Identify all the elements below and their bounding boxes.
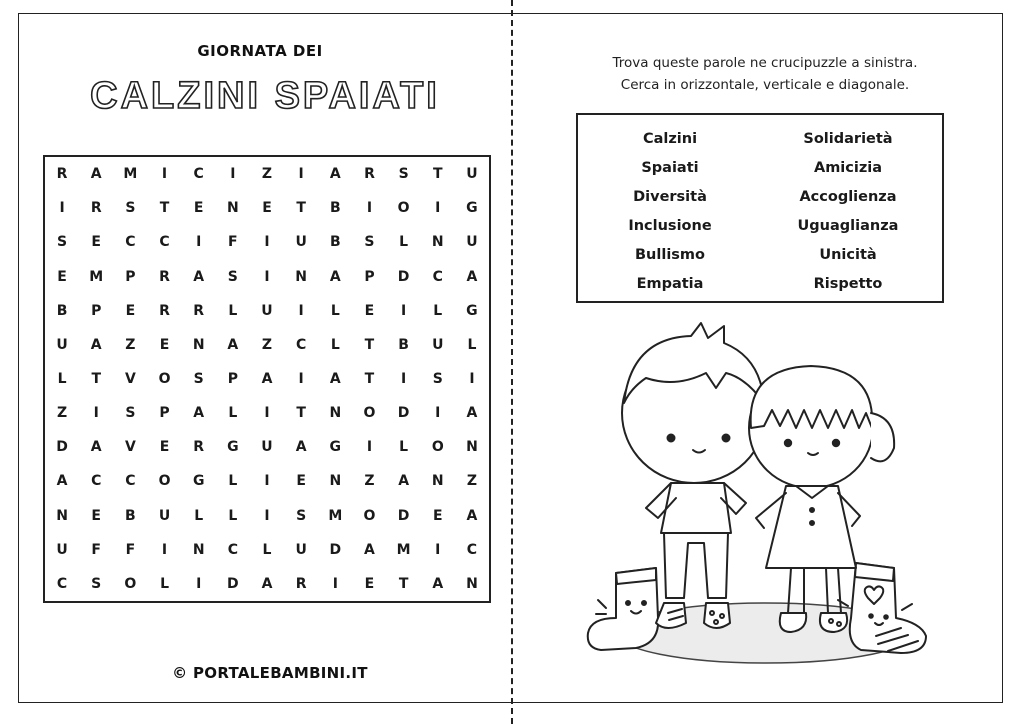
grid-cell: C bbox=[296, 336, 307, 353]
grid-cell: I bbox=[366, 200, 373, 217]
word-list-item: Bullismo bbox=[635, 247, 705, 263]
grid-cell: C bbox=[227, 541, 238, 558]
grid-cell: F bbox=[125, 541, 136, 558]
grid-cell: I bbox=[196, 234, 202, 251]
grid-cell: U bbox=[466, 234, 478, 251]
word-list-left bbox=[590, 125, 750, 299]
grid-cell: S bbox=[91, 575, 102, 592]
grid-cell: N bbox=[431, 234, 444, 251]
grid-cell: I bbox=[469, 370, 475, 387]
grid-cell: C bbox=[193, 166, 204, 183]
word-list-item: Rispetto bbox=[813, 276, 883, 292]
grid-cell: R bbox=[364, 166, 375, 183]
grid-cell: A bbox=[329, 166, 341, 183]
grid-cell: A bbox=[90, 166, 102, 183]
grid-cell: V bbox=[124, 370, 136, 387]
grid-cell: R bbox=[159, 268, 170, 285]
grid-cell: V bbox=[124, 439, 136, 456]
grid-cell: S bbox=[296, 507, 307, 524]
grid-cell: Z bbox=[125, 336, 136, 353]
grid-cell: N bbox=[466, 575, 478, 592]
grid-cell: C bbox=[432, 268, 443, 285]
grid-cell: D bbox=[56, 439, 68, 456]
word-list-box bbox=[576, 113, 944, 303]
grid-cell: I bbox=[93, 405, 99, 422]
word-list-item: Uguaglianza bbox=[797, 218, 899, 234]
grid-cell: R bbox=[295, 575, 307, 592]
grid-cell: N bbox=[431, 473, 444, 490]
grid-cell: I bbox=[366, 439, 373, 456]
grid-cell: L bbox=[330, 336, 340, 353]
grid-cell: L bbox=[160, 575, 169, 592]
grid-cell: S bbox=[432, 370, 443, 387]
grid-cell: Z bbox=[364, 473, 375, 490]
grid-cell: D bbox=[397, 507, 410, 524]
word-search-grid bbox=[43, 155, 491, 603]
grid-cell: I bbox=[264, 473, 270, 490]
grid-cell: N bbox=[466, 439, 478, 456]
grid-cell: S bbox=[364, 234, 375, 251]
grid-cell: O bbox=[363, 507, 376, 524]
grid-cell: F bbox=[91, 541, 101, 558]
grid-cell: L bbox=[228, 473, 238, 490]
grid-cell: Z bbox=[466, 473, 477, 490]
grid-cell: A bbox=[56, 473, 68, 490]
grid-cell: P bbox=[364, 268, 375, 285]
grid-cell: L bbox=[399, 439, 409, 456]
grid-cell: S bbox=[125, 405, 136, 422]
grid-cell: B bbox=[329, 234, 341, 251]
grid-cell: S bbox=[193, 370, 204, 387]
grid-cell: C bbox=[91, 473, 102, 490]
grid-cell: E bbox=[432, 507, 443, 524]
grid-cell: T bbox=[432, 166, 443, 183]
grid-cell: I bbox=[196, 575, 202, 592]
grid-cell: I bbox=[230, 166, 236, 183]
grid-cell: N bbox=[329, 473, 342, 490]
grid-cell: A bbox=[90, 439, 102, 456]
grid-cell: T bbox=[159, 200, 170, 217]
grid-cell: I bbox=[264, 405, 270, 422]
grid-cell: U bbox=[261, 302, 273, 319]
word-list-item: Unicità bbox=[819, 247, 877, 263]
right-sock-icon bbox=[838, 563, 926, 653]
grid-cell: R bbox=[56, 166, 68, 183]
word-list-item: Solidarietà bbox=[803, 131, 893, 147]
grid-cell: E bbox=[193, 200, 204, 217]
grid-cell: C bbox=[56, 575, 68, 592]
instructions bbox=[555, 52, 975, 96]
grid-cell: L bbox=[194, 507, 204, 524]
grid-cell: S bbox=[125, 200, 136, 217]
word-list-item: Calzini bbox=[642, 131, 698, 147]
grid-cell: E bbox=[159, 439, 170, 456]
grid-cell: T bbox=[364, 370, 375, 387]
grid-cell: E bbox=[262, 200, 272, 217]
grid-cell: O bbox=[158, 370, 171, 387]
grid-cell: U bbox=[295, 234, 307, 251]
grid-cell: U bbox=[158, 507, 171, 524]
grid-cell: E bbox=[125, 302, 136, 319]
grid-cell: I bbox=[298, 166, 304, 183]
grid-cell: Z bbox=[261, 336, 273, 353]
grid-cell: A bbox=[227, 336, 239, 353]
grid-cell: E bbox=[91, 234, 101, 251]
grid-cell: I bbox=[161, 166, 168, 183]
grid-cell: N bbox=[192, 336, 205, 353]
grid-cell: P bbox=[125, 268, 136, 285]
grid-cell: E bbox=[57, 268, 67, 285]
grid-cell: R bbox=[90, 200, 102, 217]
word-list-item: Diversità bbox=[633, 189, 707, 205]
grid-cell: N bbox=[226, 200, 239, 217]
grid-cell: U bbox=[432, 336, 444, 353]
fold-line bbox=[511, 0, 513, 724]
grid-cell: T bbox=[398, 575, 409, 592]
grid-cell: M bbox=[89, 268, 104, 285]
instructions-line-1: Trova queste parole ne crucipuzzle a sinistra. bbox=[612, 55, 918, 71]
grid-cell: L bbox=[228, 405, 238, 422]
grid-cell: E bbox=[364, 575, 375, 592]
word-list-item: Empatia bbox=[636, 276, 704, 292]
grid-cell: N bbox=[192, 541, 205, 558]
grid-cell: I bbox=[161, 541, 168, 558]
grid-cell: C bbox=[125, 234, 136, 251]
grid-cell: C bbox=[159, 234, 170, 251]
grid-cell: I bbox=[435, 200, 441, 217]
grid-cell: B bbox=[329, 200, 341, 217]
grid-cell: I bbox=[264, 507, 270, 524]
instructions-line-2: Cerca in orizzontale, verticale e diagonale. bbox=[620, 77, 910, 93]
grid-cell: A bbox=[466, 507, 478, 524]
grid-cell: A bbox=[466, 268, 478, 285]
grid-cell: G bbox=[466, 302, 478, 319]
copyright-footer: © PORTALEBAMBINI.IT bbox=[172, 664, 368, 682]
grid-cell: E bbox=[364, 302, 375, 319]
grid-cell: I bbox=[435, 541, 441, 558]
grid-cell: L bbox=[399, 234, 409, 251]
grid-cell: A bbox=[398, 473, 410, 490]
grid-cell: E bbox=[159, 336, 170, 353]
grid-cell: L bbox=[57, 370, 67, 387]
grid-cell: P bbox=[227, 370, 238, 387]
grid-cell: T bbox=[91, 370, 101, 387]
grid-cell: D bbox=[329, 541, 342, 558]
grid-cell: E bbox=[91, 507, 101, 524]
grid-cell: G bbox=[466, 200, 478, 217]
grid-cell: O bbox=[124, 575, 137, 592]
grid-cell: O bbox=[397, 200, 410, 217]
word-list-item: Accoglienza bbox=[799, 189, 897, 205]
grid-cell: I bbox=[298, 370, 304, 387]
grid-cell: I bbox=[435, 405, 441, 422]
grid-cell: N bbox=[295, 268, 307, 285]
grid-cell: L bbox=[330, 302, 340, 319]
grid-cell: P bbox=[91, 302, 102, 319]
grid-cell: A bbox=[329, 268, 341, 285]
grid-cell: I bbox=[59, 200, 65, 217]
grid-cell: I bbox=[298, 302, 304, 319]
grid-cell: D bbox=[227, 575, 239, 592]
grid-cell: U bbox=[56, 541, 68, 558]
word-list-right bbox=[768, 125, 928, 299]
grid-cell: N bbox=[56, 507, 68, 524]
grid-cell: O bbox=[431, 439, 444, 456]
grid-cell: R bbox=[193, 439, 205, 456]
svg-text:CALZINI SPAIATI: CALZINI SPAIATI bbox=[90, 75, 440, 117]
grid-cell: E bbox=[296, 473, 306, 490]
grid-cell: O bbox=[363, 405, 376, 422]
grid-cell: T bbox=[296, 200, 306, 217]
grid-cell: G bbox=[329, 439, 342, 456]
grid-cell: B bbox=[56, 302, 68, 319]
grid-cell: L bbox=[228, 302, 238, 319]
grid-cell: P bbox=[159, 405, 170, 422]
grid-cell: D bbox=[397, 268, 410, 285]
grid-cell: G bbox=[192, 473, 205, 490]
word-list-item: Amicizia bbox=[813, 160, 883, 176]
grid-cell: I bbox=[264, 268, 270, 285]
grid-cell: M bbox=[123, 166, 138, 183]
grid-cell: S bbox=[398, 166, 409, 183]
grid-cell: O bbox=[158, 473, 171, 490]
grid-cell: T bbox=[364, 336, 375, 353]
page-title bbox=[70, 70, 460, 120]
grid-cell: A bbox=[261, 370, 273, 387]
grid-cell: M bbox=[396, 541, 411, 558]
grid-cell: L bbox=[467, 336, 477, 353]
page-subtitle: GIORNATA DEI bbox=[197, 42, 323, 60]
grid-cell: C bbox=[466, 541, 478, 558]
grid-cell: I bbox=[264, 234, 270, 251]
word-list-item: Spaiati bbox=[641, 160, 699, 176]
grid-cell: Z bbox=[261, 166, 273, 183]
grid-cell: U bbox=[295, 541, 307, 558]
grid-cell: A bbox=[432, 575, 444, 592]
grid-cell: S bbox=[57, 234, 68, 251]
grid-cell: A bbox=[295, 439, 307, 456]
grid-cell: M bbox=[328, 507, 343, 524]
grid-cell: I bbox=[401, 370, 407, 387]
grid-cell: Z bbox=[56, 405, 68, 422]
grid-cell: A bbox=[329, 370, 341, 387]
grid-cell: T bbox=[296, 405, 306, 422]
grid-cell: F bbox=[228, 234, 238, 251]
grid-cell: R bbox=[159, 302, 170, 319]
grid-cell: L bbox=[228, 507, 238, 524]
grid-cell: C bbox=[125, 473, 136, 490]
grid-cell: L bbox=[262, 541, 272, 558]
grid-cell: A bbox=[261, 575, 273, 592]
grid-cell: U bbox=[466, 166, 478, 183]
grid-cell: A bbox=[466, 405, 478, 422]
grid-cell: N bbox=[329, 405, 342, 422]
grid-cell: A bbox=[193, 268, 205, 285]
grid-cell: R bbox=[193, 302, 205, 319]
grid-cell: D bbox=[397, 405, 410, 422]
grid-cell: L bbox=[433, 302, 443, 319]
grid-cell: U bbox=[261, 439, 273, 456]
grid-cell: B bbox=[125, 507, 136, 524]
children-socks-illustration bbox=[576, 318, 946, 678]
grid-cell: I bbox=[332, 575, 338, 592]
word-list-item: Inclusione bbox=[628, 218, 712, 234]
grid-cell: A bbox=[90, 336, 102, 353]
grid-cell: U bbox=[56, 336, 68, 353]
grid-cell: A bbox=[193, 405, 205, 422]
grid-cell: G bbox=[227, 439, 239, 456]
grid-cell: I bbox=[401, 302, 407, 319]
grid-cell: B bbox=[398, 336, 409, 353]
grid-cell: A bbox=[364, 541, 375, 558]
grid-cell: S bbox=[227, 268, 238, 285]
